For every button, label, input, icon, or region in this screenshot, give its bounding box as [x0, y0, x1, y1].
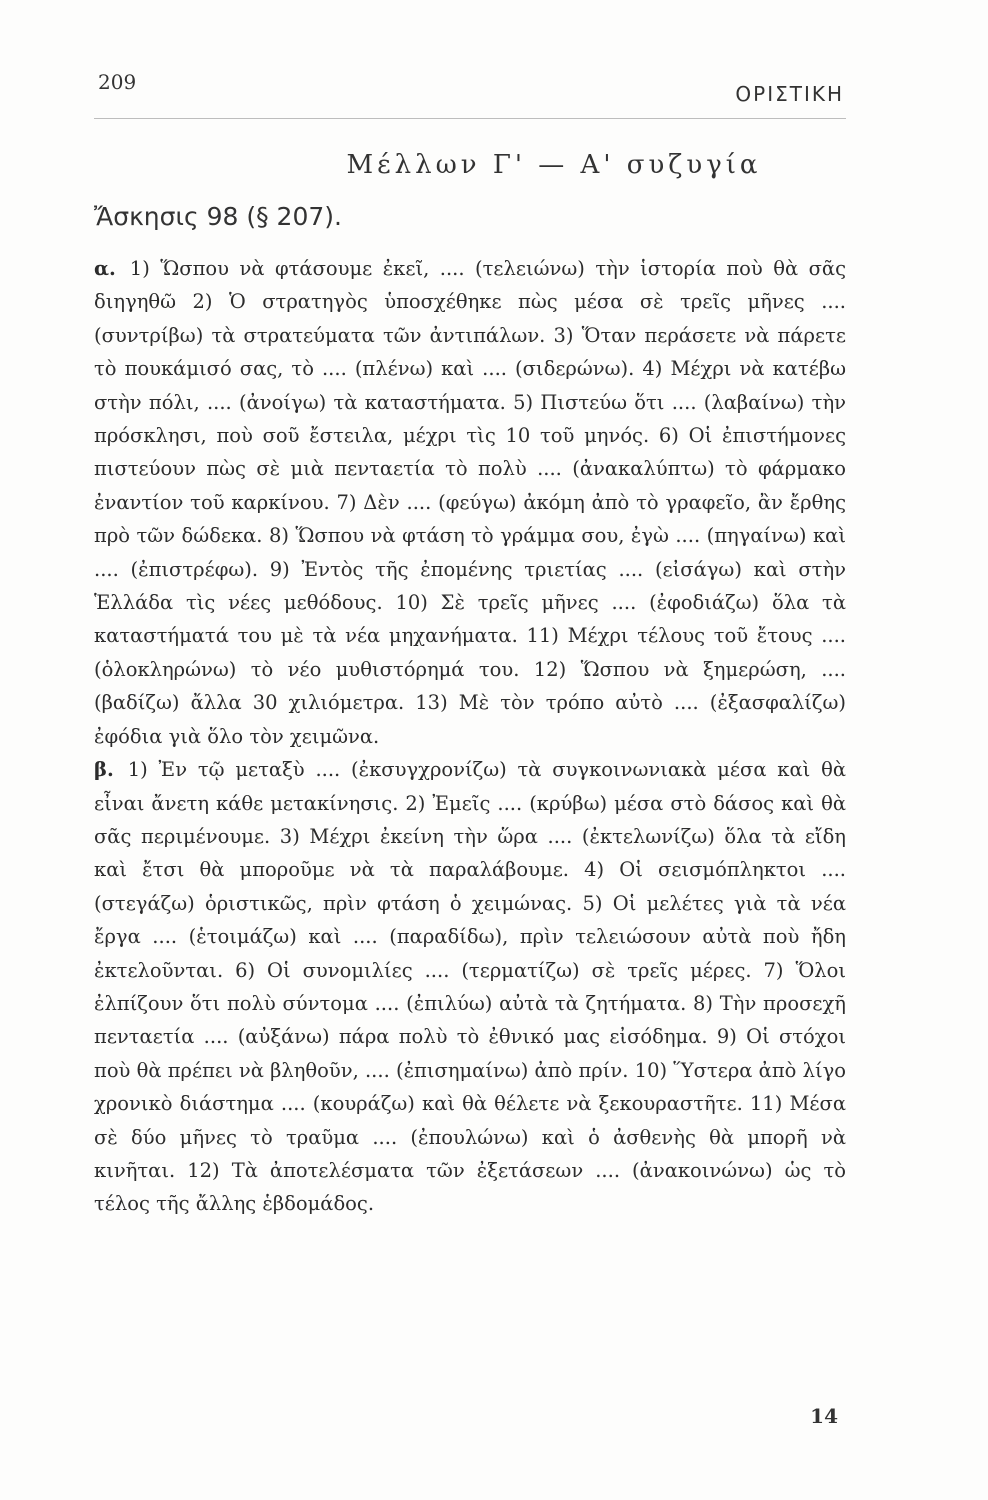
header-rule: [94, 118, 846, 119]
exercise-title: Ἄσκησις 98 (§ 207).: [94, 202, 342, 231]
chapter-title: Μέλλων Γ' — Α' συζυγία: [346, 150, 762, 180]
running-head: ΟΡΙΣΤΙΚΗ: [735, 82, 844, 106]
section-a-marker: α.: [94, 257, 116, 280]
page-number: 209: [98, 70, 137, 94]
signature-mark: 14: [810, 1404, 838, 1428]
section-a-text: 1) Ὥσπου νὰ φτάσουμε ἐκεῖ, .... (τελειώνω) τὴν ἱστορία ποὺ θὰ σᾶς διηγηθῶ 2) Ὁ στρατηγὸς ὑποσχέθηκε πὼς μέσα σὲ τρεῖς μῆνες .... (συντρίβω) τὰ στρατεύματα τῶν ἀντιπάλων. 3) Ὅταν περάσετε νὰ πάρετε τὸ πουκάμισό σας, τὸ .... (πλένω) καὶ .... (σιδερώνω). 4) Μέχρι νὰ κατέβω στὴν πόλι, .... (ἀνοίγω) τὰ καταστήματα. 5) Πιστεύω ὅτι .... (λαβαίνω) τὴν πρόσκλησι, ποὺ σοῦ ἔστειλα, μέχρι τὶς 10 τοῦ μηνός. 6) Οἱ ἐπιστήμονες πιστεύουν πὼς σὲ μιὰ πενταετία τὸ πολὺ .... (ἀνακαλύπτω) τὸ φάρμακο ἐναντίον τοῦ καρκίνου. 7) Δὲν .... (φεύγω) ἀκόμη ἀπὸ τὸ γραφεῖο, ἂν ἔρθης πρὸ τῶν δώδεκα. 8) Ὥσπου νὰ φτάση τὸ γράμμα σου, ἐγὼ .... (πηγαίνω) καὶ .... (ἐπιστρέφω). 9) Ἐντὸς τῆς ἐπομένης τριετίας .... (εἰσάγω) καὶ στὴν Ἑλλάδα τὶς νέες μεθόδους. 10) Σὲ τρεῖς μῆνες .... (ἐφοδιάζω) ὅλα τὰ καταστήματά του μὲ τὰ νέα μηχανήματα. 11) Μέχρι τέλους τοῦ ἔτους .... (ὁλοκληρώνω) τὸ νέο μυθιστόρημά του. 12) Ὥσπου νὰ ξημερώση, .... (βαδίζω) ἄλλα 30 χιλιόμετρα. 13) Μὲ τὸν τρόπο αὐτὸ .... (ἐξασφαλίζω) ἐφόδια γιὰ ὅλο τὸν χειμῶνα.: [94, 257, 846, 748]
section-a-paragraph: [94, 252, 846, 753]
exercise-body: [94, 252, 846, 1221]
section-b-paragraph: [94, 753, 846, 1221]
section-b-text: 1) Ἐν τῷ μεταξὺ .... (ἐκσυγχρονίζω) τὰ συγκοινωνιακὰ μέσα καὶ θὰ εἶναι ἄνετη κάθε μετακίνησις. 2) Ἐμεῖς .... (κρύβω) μέσα στὸ δάσος καὶ θὰ σᾶς περιμένουμε. 3) Μέχρι ἐκείνη τὴν ὥρα .... (ἐκτελωνίζω) ὅλα τὰ εἴδη καὶ ἔτσι θὰ μποροῦμε νὰ τὰ παραλάβουμε. 4) Οἱ σεισμόπληκτοι .... (στεγάζω) ὁριστικῶς, πρὶν φτάση ὁ χειμώνας. 5) Οἱ μελέτες γιὰ τὰ νέα ἔργα .... (ἑτοιμάζω) καὶ .... (παραδίδω), πρὶν τελειώσουν αὐτὰ ποὺ ἤδη ἐκτελοῦνται. 6) Οἱ συνομιλίες .... (τερματίζω) σὲ τρεῖς μέρες. 7) Ὅλοι ἐλπίζουν ὅτι πολὺ σύντομα .... (ἐπιλύω) αὐτὰ τὰ ζητήματα. 8) Τὴν προσεχῆ πενταετία .... (αὐξάνω) πάρα πολὺ τὸ ἐθνικό μας εἰσόδημα. 9) Οἱ στόχοι ποὺ θὰ πρέπει νὰ βληθοῦν, .... (ἐπισημαίνω) ἀπὸ πρίν. 10) Ὕστερα ἀπὸ λίγο χρονικὸ διάστημα .... (κουράζω) καὶ θὰ θέλετε νὰ ξεκουραστῆτε. 11) Μέσα σὲ δύο μῆνες τὸ τραῦμα .... (ἐπουλώνω) καὶ ὁ ἀσθενὴς θὰ μπορῆ νὰ κινῆται. 12) Τὰ ἀποτελέσματα τῶν ἐξετάσεων .... (ἀνακοινώνω) ὡς τὸ τέλος τῆς ἄλλης ἑβδομάδος.: [94, 758, 846, 1216]
section-b-marker: β.: [94, 758, 114, 782]
